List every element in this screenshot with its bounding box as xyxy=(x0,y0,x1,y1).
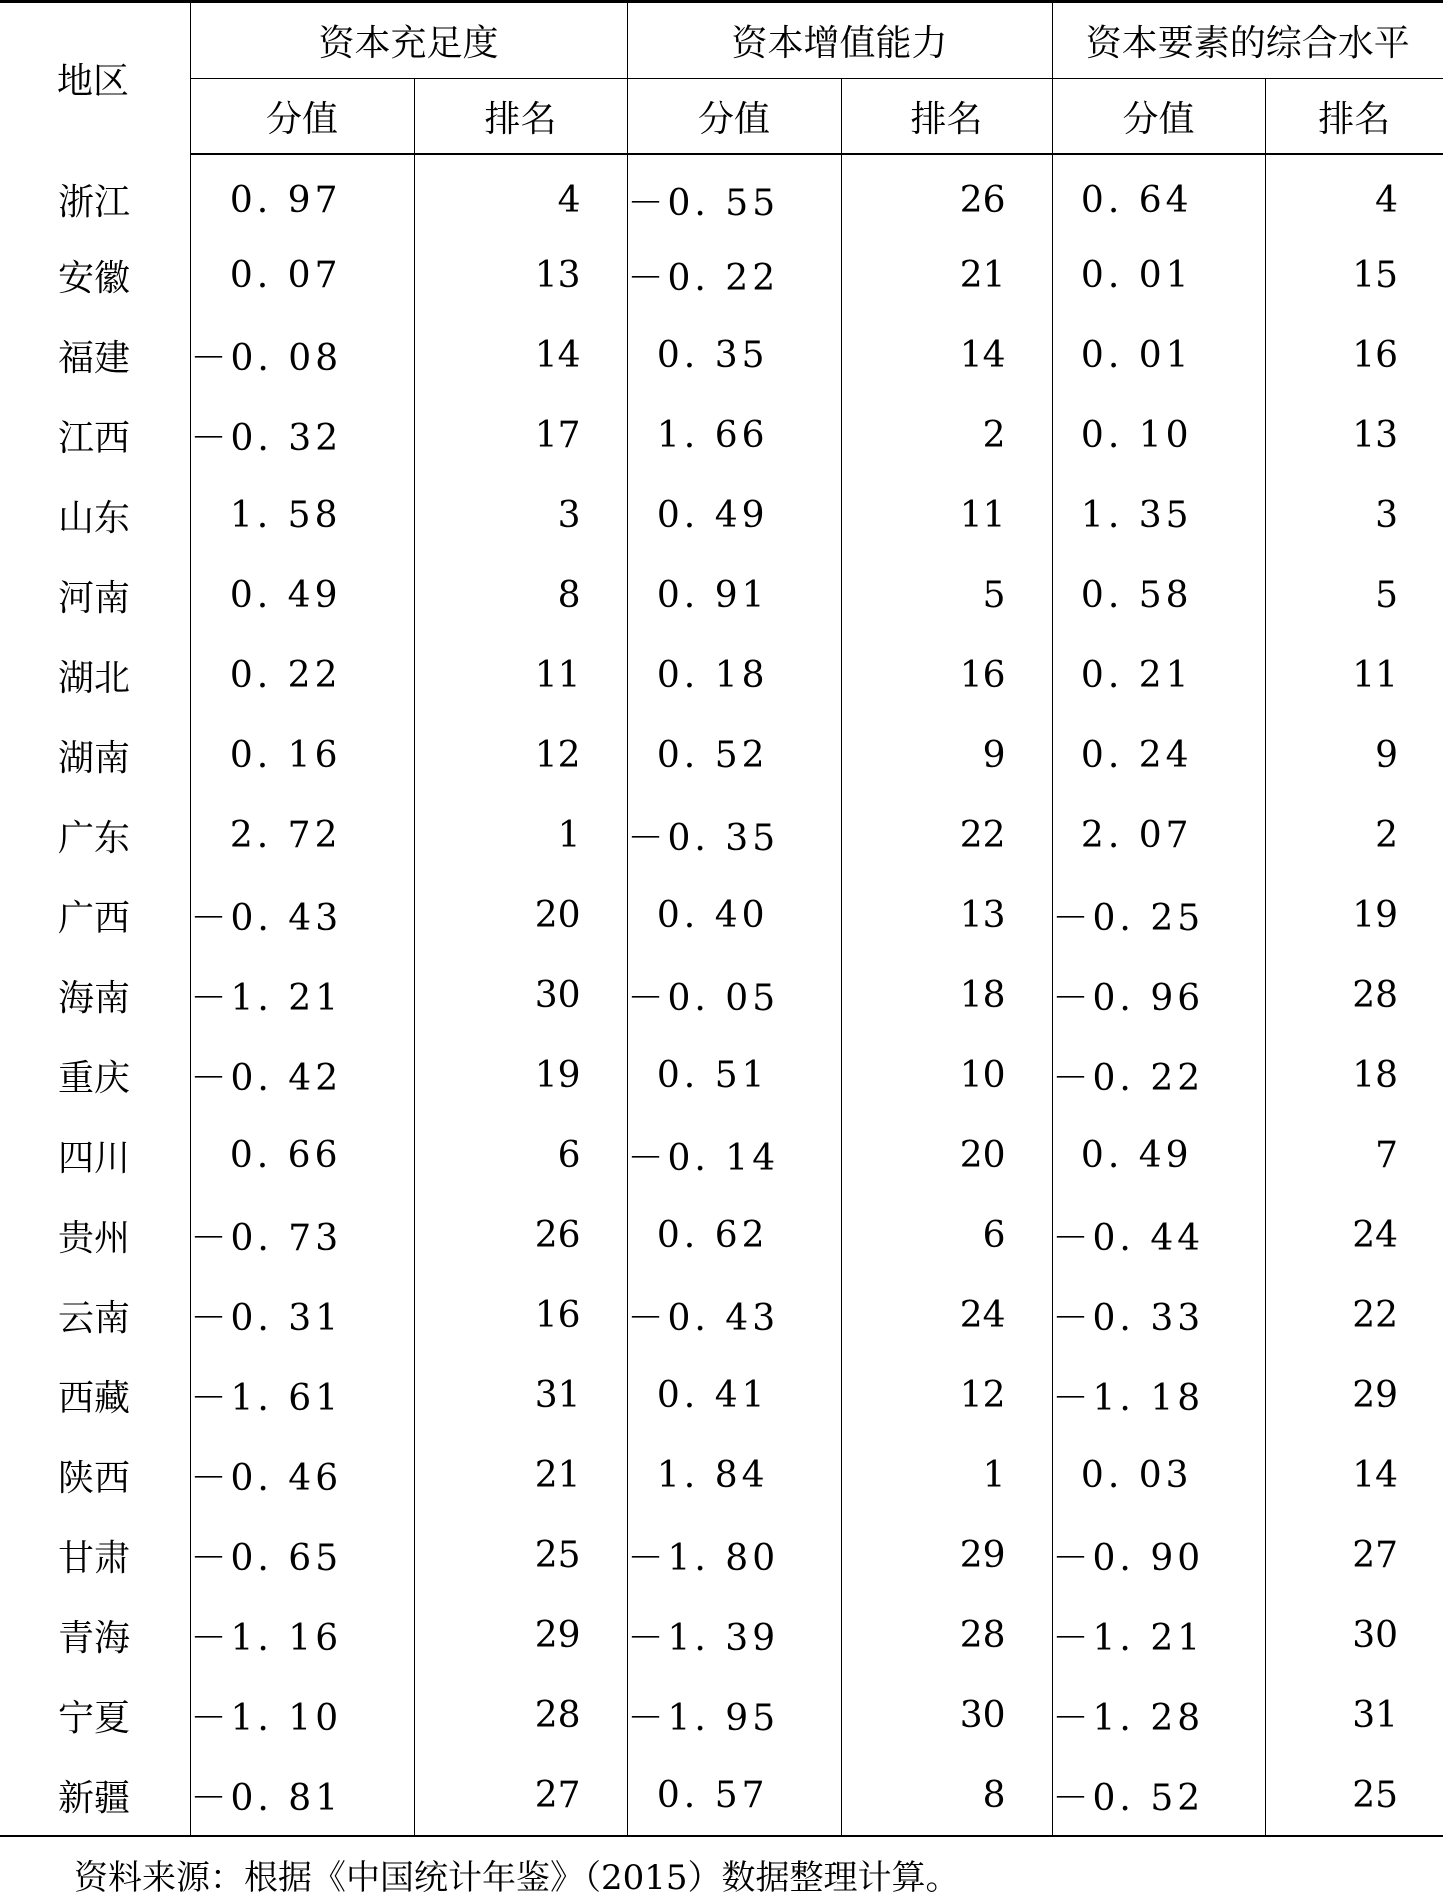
cell-capital-adequacy-rank: 30 xyxy=(414,955,627,1035)
cell-capital-composite-rank: 24 xyxy=(1265,1195,1443,1275)
cell-capital-adequacy-rank: 26 xyxy=(414,1195,627,1275)
cell-capital-adequacy-rank: 4 xyxy=(414,154,627,235)
cell-capital-adequacy-score: 2. 72 xyxy=(190,795,414,875)
cell-capital-appreciation-score: 0. 91 xyxy=(627,555,841,635)
cell-capital-appreciation-score: 0. 49 xyxy=(627,475,841,555)
cell-region: 甘肃 xyxy=(58,1537,131,1579)
header-rank: 排名 xyxy=(841,79,1052,155)
table-row xyxy=(0,475,1443,555)
cell-capital-adequacy-rank: 19 xyxy=(414,1035,627,1115)
cell-capital-appreciation-score: 1. 84 xyxy=(627,1435,841,1515)
cell-capital-appreciation-rank: 9 xyxy=(841,715,1052,795)
table-row xyxy=(0,235,1443,315)
cell-capital-adequacy-rank: 16 xyxy=(414,1275,627,1355)
cell-capital-appreciation-rank: 12 xyxy=(841,1355,1052,1435)
table-row xyxy=(0,1035,1443,1115)
table-header xyxy=(0,2,1443,155)
cell-capital-appreciation-rank: 28 xyxy=(841,1595,1052,1675)
cell-capital-adequacy-score: －0. 46 xyxy=(190,1435,414,1515)
cell-capital-composite-score: －0. 52 xyxy=(1052,1755,1265,1836)
cell-region: 福建 xyxy=(58,337,131,379)
cell-capital-adequacy-rank: 14 xyxy=(414,315,627,395)
cell-capital-adequacy-rank: 3 xyxy=(414,475,627,555)
cell-region: 云南 xyxy=(58,1297,131,1339)
cell-capital-composite-score: －0. 96 xyxy=(1052,955,1265,1035)
cell-capital-appreciation-score: －1. 80 xyxy=(627,1515,841,1595)
cell-capital-adequacy-rank: 1 xyxy=(414,795,627,875)
cell-capital-appreciation-rank: 21 xyxy=(841,235,1052,315)
cell-capital-adequacy-rank: 27 xyxy=(414,1755,627,1836)
cell-capital-adequacy-score: 1. 58 xyxy=(190,475,414,555)
cell-capital-composite-rank: 4 xyxy=(1265,154,1443,235)
cell-capital-adequacy-rank: 12 xyxy=(414,715,627,795)
cell-capital-composite-score: 0. 01 xyxy=(1052,235,1265,315)
header-group-capital-appreciation: 资本增值能力 xyxy=(627,2,1052,79)
cell-capital-appreciation-rank: 16 xyxy=(841,635,1052,715)
cell-capital-composite-score: 0. 64 xyxy=(1052,154,1265,235)
cell-capital-appreciation-score: 0. 41 xyxy=(627,1355,841,1435)
cell-capital-composite-rank: 13 xyxy=(1265,395,1443,475)
cell-capital-composite-score: 2. 07 xyxy=(1052,795,1265,875)
cell-capital-composite-rank: 30 xyxy=(1265,1595,1443,1675)
cell-region: 湖北 xyxy=(58,657,131,699)
cell-capital-composite-score: －1. 18 xyxy=(1052,1355,1265,1435)
cell-region: 新疆 xyxy=(0,1755,190,1836)
cell-capital-appreciation-rank: 1 xyxy=(841,1435,1052,1515)
cell-capital-composite-rank: 19 xyxy=(1265,875,1443,955)
table-row xyxy=(0,154,1443,235)
table-row xyxy=(0,715,1443,795)
cell-capital-appreciation-score: －1. 95 xyxy=(627,1675,841,1755)
cell-capital-adequacy-score: 0. 97 xyxy=(190,154,414,235)
cell-capital-adequacy-rank: 21 xyxy=(414,1435,627,1515)
cell-capital-appreciation-score: 0. 51 xyxy=(627,1035,841,1115)
cell-capital-appreciation-score: 0. 52 xyxy=(627,715,841,795)
cell-capital-adequacy-score: －0. 73 xyxy=(190,1195,414,1275)
cell-region: 重庆 xyxy=(58,1057,131,1099)
cell-capital-composite-rank: 7 xyxy=(1265,1115,1443,1195)
cell-capital-composite-rank: 14 xyxy=(1265,1435,1443,1515)
cell-region: 安徽 xyxy=(58,257,131,299)
cell-capital-adequacy-rank: 25 xyxy=(414,1515,627,1595)
cell-capital-appreciation-rank: 18 xyxy=(841,955,1052,1035)
cell-capital-appreciation-score: 0. 40 xyxy=(627,875,841,955)
cell-capital-adequacy-score: －0. 08 xyxy=(190,315,414,395)
table-row xyxy=(0,1595,1443,1675)
cell-capital-composite-rank: 16 xyxy=(1265,315,1443,395)
header-group-capital-adequacy: 资本充足度 xyxy=(190,2,627,79)
header-rank: 排名 xyxy=(414,79,627,155)
table-row xyxy=(0,1435,1443,1515)
cell-capital-appreciation-rank: 24 xyxy=(841,1275,1052,1355)
cell-capital-composite-rank: 15 xyxy=(1265,235,1443,315)
cell-capital-appreciation-rank: 2 xyxy=(841,395,1052,475)
cell-region: 四川 xyxy=(58,1137,131,1179)
cell-capital-adequacy-rank: 8 xyxy=(414,555,627,635)
cell-capital-appreciation-score: －0. 14 xyxy=(627,1115,841,1195)
cell-capital-adequacy-rank: 29 xyxy=(414,1595,627,1675)
cell-capital-appreciation-rank: 5 xyxy=(841,555,1052,635)
table-row xyxy=(0,1675,1443,1755)
cell-capital-composite-rank: 22 xyxy=(1265,1275,1443,1355)
cell-capital-composite-score: －0. 90 xyxy=(1052,1515,1265,1595)
cell-capital-composite-score: －0. 44 xyxy=(1052,1195,1265,1275)
cell-capital-adequacy-score: －0. 42 xyxy=(190,1035,414,1115)
cell-capital-appreciation-score: 0. 62 xyxy=(627,1195,841,1275)
table-row xyxy=(0,1115,1443,1195)
cell-capital-appreciation-rank: 11 xyxy=(841,475,1052,555)
table-row xyxy=(0,1755,1443,1836)
cell-capital-adequacy-rank: 31 xyxy=(414,1355,627,1435)
cell-capital-adequacy-score: －0. 43 xyxy=(190,875,414,955)
cell-region: 湖南 xyxy=(58,737,131,779)
cell-capital-appreciation-rank: 14 xyxy=(841,315,1052,395)
header-region: 地区 xyxy=(0,2,190,155)
cell-capital-adequacy-rank: 17 xyxy=(414,395,627,475)
cell-capital-composite-rank: 25 xyxy=(1265,1755,1443,1836)
cell-capital-adequacy-rank: 11 xyxy=(414,635,627,715)
cell-capital-composite-score: 0. 49 xyxy=(1052,1115,1265,1195)
cell-capital-appreciation-score: －0. 05 xyxy=(627,955,841,1035)
cell-capital-adequacy-score: 0. 16 xyxy=(190,715,414,795)
cell-capital-composite-score: －0. 25 xyxy=(1052,875,1265,955)
cell-capital-composite-score: －1. 28 xyxy=(1052,1675,1265,1755)
cell-capital-appreciation-rank: 22 xyxy=(841,795,1052,875)
cell-capital-composite-rank: 31 xyxy=(1265,1675,1443,1755)
header-score: 分值 xyxy=(1052,79,1265,155)
cell-capital-adequacy-score: －0. 32 xyxy=(190,395,414,475)
cell-capital-appreciation-rank: 8 xyxy=(841,1755,1052,1836)
cell-capital-appreciation-rank: 20 xyxy=(841,1115,1052,1195)
cell-capital-appreciation-rank: 26 xyxy=(841,154,1052,235)
cell-capital-appreciation-score: －0. 43 xyxy=(627,1275,841,1355)
cell-capital-adequacy-score: －0. 31 xyxy=(190,1275,414,1355)
table-row xyxy=(0,635,1443,715)
cell-capital-composite-score: 0. 58 xyxy=(1052,555,1265,635)
cell-region: 浙江 xyxy=(58,182,131,223)
cell-capital-composite-score: －0. 33 xyxy=(1052,1275,1265,1355)
cell-capital-composite-rank: 28 xyxy=(1265,955,1443,1035)
cell-region: 河南 xyxy=(58,577,131,619)
header-rank: 排名 xyxy=(1265,79,1443,155)
cell-capital-composite-rank: 2 xyxy=(1265,795,1443,875)
cell-capital-adequacy-score: －1. 16 xyxy=(190,1595,414,1675)
cell-capital-appreciation-rank: 13 xyxy=(841,875,1052,955)
header-group-capital-composite: 资本要素的综合水平 xyxy=(1052,2,1443,79)
table-row xyxy=(0,1515,1443,1595)
cell-capital-composite-rank: 11 xyxy=(1265,635,1443,715)
cell-capital-composite-score: 0. 21 xyxy=(1052,635,1265,715)
cell-capital-adequacy-score: 0. 07 xyxy=(190,235,414,315)
table-body xyxy=(0,154,1443,1836)
table-row xyxy=(0,955,1443,1035)
cell-capital-appreciation-rank: 30 xyxy=(841,1675,1052,1755)
header-score: 分值 xyxy=(627,79,841,155)
cell-capital-appreciation-score: 0. 18 xyxy=(627,635,841,715)
cell-region: 青海 xyxy=(58,1617,131,1659)
source-note: 资料来源：根据《中国统计年鉴》（2015）数据整理计算。 xyxy=(74,1858,960,1898)
cell-capital-appreciation-score: －0. 55 xyxy=(627,154,841,235)
cell-capital-adequacy-score: 0. 49 xyxy=(190,555,414,635)
cell-capital-composite-score: －1. 21 xyxy=(1052,1595,1265,1675)
cell-capital-appreciation-score: －0. 35 xyxy=(627,795,841,875)
table-row xyxy=(0,795,1443,875)
cell-capital-composite-score: 1. 35 xyxy=(1052,475,1265,555)
cell-capital-composite-score: －0. 22 xyxy=(1052,1035,1265,1115)
cell-capital-adequacy-score: 0. 22 xyxy=(190,635,414,715)
cell-capital-composite-rank: 9 xyxy=(1265,715,1443,795)
cell-capital-adequacy-rank: 20 xyxy=(414,875,627,955)
cell-capital-adequacy-score: －0. 65 xyxy=(190,1515,414,1595)
cell-capital-composite-rank: 18 xyxy=(1265,1035,1443,1115)
cell-capital-composite-score: 0. 03 xyxy=(1052,1435,1265,1515)
cell-capital-appreciation-rank: 29 xyxy=(841,1515,1052,1595)
cell-capital-adequacy-rank: 13 xyxy=(414,235,627,315)
cell-region: 江西 xyxy=(58,417,131,459)
cell-region: 西藏 xyxy=(58,1377,131,1419)
cell-capital-appreciation-score: －0. 22 xyxy=(627,235,841,315)
table-row xyxy=(0,1275,1443,1355)
cell-region: 广西 xyxy=(58,897,131,939)
cell-capital-composite-rank: 27 xyxy=(1265,1515,1443,1595)
cell-capital-composite-rank: 5 xyxy=(1265,555,1443,635)
cell-capital-appreciation-score: －1. 39 xyxy=(627,1595,841,1675)
cell-capital-adequacy-score: －0. 81 xyxy=(190,1755,414,1836)
table-row xyxy=(0,315,1443,395)
table-row xyxy=(0,395,1443,475)
cell-capital-appreciation-score: 0. 57 xyxy=(627,1755,841,1836)
cell-region: 贵州 xyxy=(58,1217,131,1259)
table-row xyxy=(0,1355,1443,1435)
table-row xyxy=(0,875,1443,955)
cell-region: 宁夏 xyxy=(58,1697,131,1739)
cell-capital-composite-score: 0. 24 xyxy=(1052,715,1265,795)
cell-capital-adequacy-score: －1. 21 xyxy=(190,955,414,1035)
cell-region: 陕西 xyxy=(58,1457,131,1499)
table-row xyxy=(0,1195,1443,1275)
cell-capital-appreciation-score: 0. 35 xyxy=(627,315,841,395)
cell-capital-appreciation-score: 1. 66 xyxy=(627,395,841,475)
cell-capital-composite-score: 0. 01 xyxy=(1052,315,1265,395)
cell-capital-adequacy-score: 0. 66 xyxy=(190,1115,414,1195)
cell-capital-appreciation-rank: 10 xyxy=(841,1035,1052,1115)
cell-capital-composite-rank: 3 xyxy=(1265,475,1443,555)
cell-capital-composite-rank: 29 xyxy=(1265,1355,1443,1435)
cell-capital-adequacy-score: －1. 10 xyxy=(190,1675,414,1755)
table-row xyxy=(0,555,1443,635)
cell-region: 海南 xyxy=(58,977,131,1019)
cell-capital-appreciation-rank: 6 xyxy=(841,1195,1052,1275)
cell-capital-adequacy-rank: 6 xyxy=(414,1115,627,1195)
header-score: 分值 xyxy=(190,79,414,155)
cell-capital-adequacy-rank: 28 xyxy=(414,1675,627,1755)
cell-region: 山东 xyxy=(58,497,131,539)
cell-capital-adequacy-score: －1. 61 xyxy=(190,1355,414,1435)
cell-region: 广东 xyxy=(58,817,131,859)
cell-capital-composite-score: 0. 10 xyxy=(1052,395,1265,475)
